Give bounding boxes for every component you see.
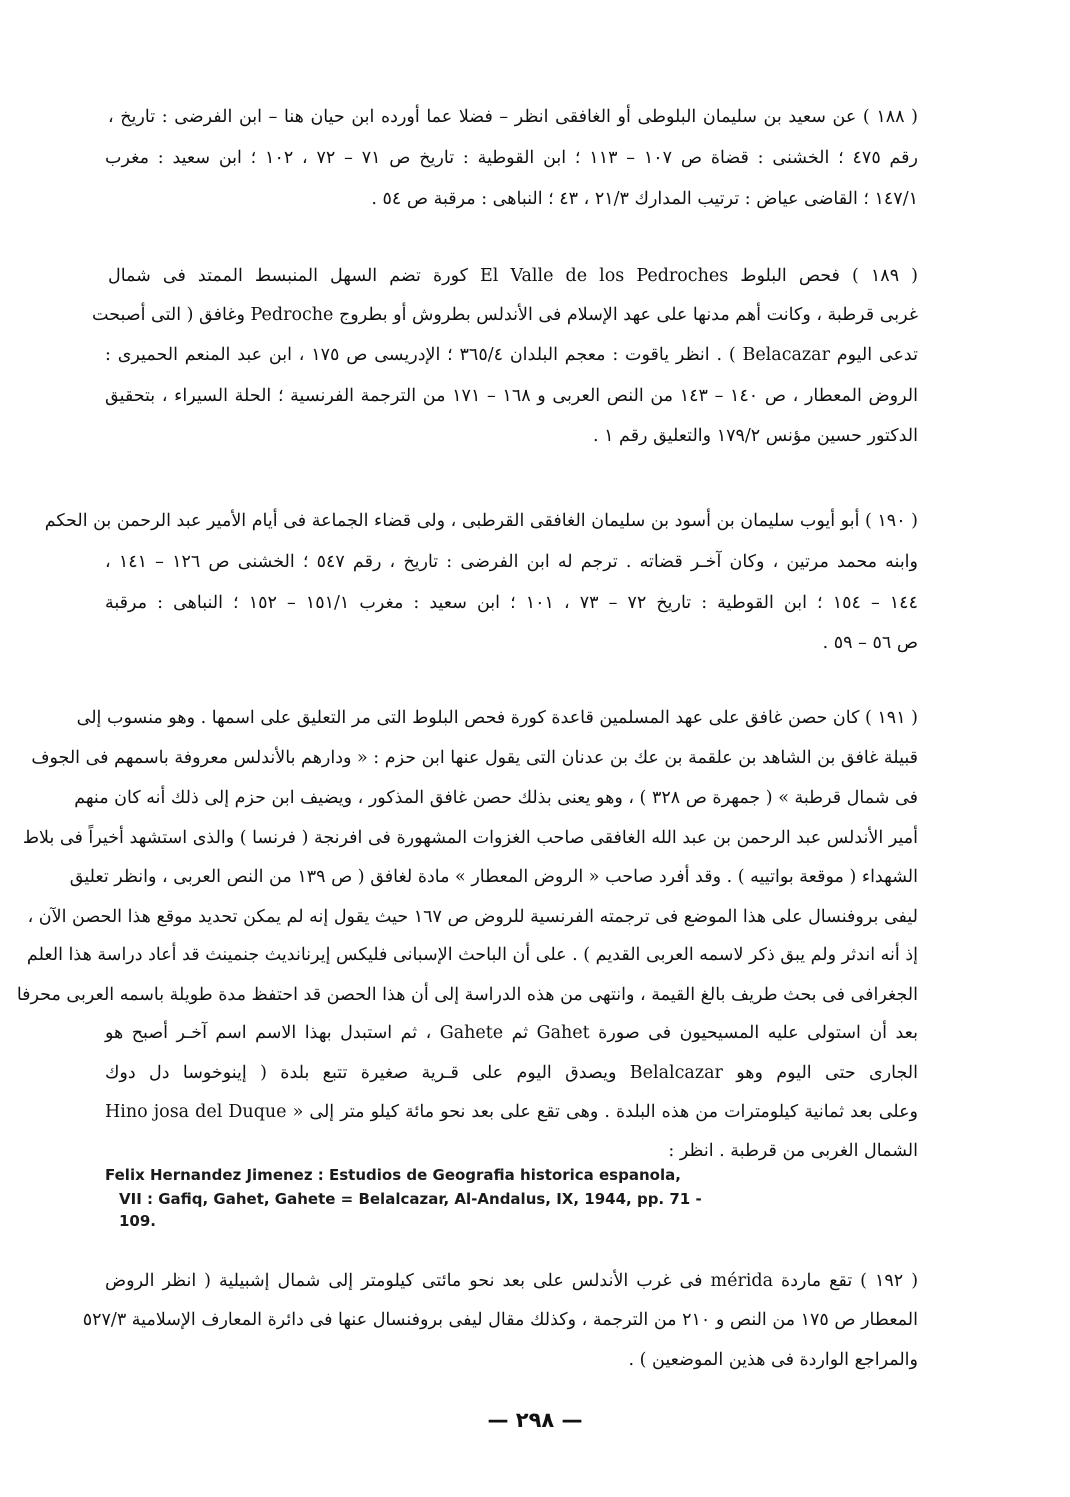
note-191-line-1: ( ١٩١ ) كان حصن غافق على عهد المسلمين قاعدة كورة فحص البلوط التى مر التعليق على اسمها . وهو منسوب إلى: [76, 708, 918, 728]
note-189-line-5: الدكتور حسين مؤنس ١٧٩/٢ والتعليق رقم ١ .: [592, 426, 918, 446]
note-188-line-3: ١٤٧/١ ؛ القاضى عياض : ترتيب المدارك ٢١/٣ ، ٤٣ ؛ النباهى : مرقبة ص ٥٤ .: [371, 189, 918, 209]
note-191-line-2: قبيلة غافق بن الشاهد بن علقمة بن عك بن عدنان التى يقول عنها ابن حزم : « ودارهم بالأندلس معروفة باسمهم فى الجوف: [31, 748, 918, 768]
note-188-line-2: رقم ٤٧٥ ؛ الخشنى : قضاة ص ١٠٧ – ١١٣ ؛ ابن القوطية : تاريخ ص ٧١ – ٧٢ ، ١٠٢ ؛ ابن سعيد : مغرب: [105, 148, 918, 168]
note-191-line-7: إذ أنه اندثر ولم يبق ذكر لاسمه العربى القديم ) . على أن الباحث الإسبانى فليكس إيرنانديث جنمينث قد أعاد دراسة هذا العلم: [26, 945, 918, 965]
note-191-line-8: الجغرافى فى بحث طريف بالغ القيمة ، وانتهى من هذه الدراسة إلى أن هذا الحصن قد احتفظ مدة طويلة باسمه العربى محرفا: [16, 985, 918, 1005]
note-191-line-5: الشهداء ( موقعة بواتييه ) . وقد أفرد صاحب « الروض المعطار » مادة لغافق ( ص ١٣٩ من النص العربى ، وانظر تعليق: [69, 867, 918, 887]
note-189-line-2: غربى قرطبة ، وكانت أهم مدنها على عهد الإسلام فى الأندلس بطروش أو بطروج Pedroche وغافق ( التى أصبحت: [92, 305, 918, 325]
note-188-line-1: ( ١٨٨ ) عن سعيد بن سليمان البلوطى أو الغافقى انظر – فضلا عما أورده ابن حيان هنا – ابن الفرضى : تاريخ ،: [108, 107, 919, 127]
note-191-line-4: أمير الأندلس عبد الرحمن بن عبد الله الغافقى صاحب الغزوات المشهورة فى افرنجة ( فرنسا ) والذى استشهد أخيراً فى بلاط: [22, 828, 918, 848]
note-192-line-1: ( ١٩٢ ) تقع ماردة mérida فى غرب الأندلس على بعد نحو مائتى كيلومتر إلى شمال إشبيلية ( انظر الروض: [105, 1271, 919, 1291]
note-189-line-1: ( ١٨٩ ) فحص البلوط El Valle de los Pedroches كورة تضم السهل المنبسط الممتد فى شمال: [108, 266, 918, 286]
note-192-line-2: المعطار ص ١٧٥ من النص و ٢١٠ من الترجمة ، وكذلك مقال ليفى بروفنسال عنها فى دائرة المعارف الإسلامية ٥٢٧/٣: [82, 1310, 918, 1330]
note-189-line-4: الروض المعطار ، ص ١٤٠ – ١٤٣ من النص العربى و ١٦٨ – ١٧١ من الترجمة الفرنسية ؛ الحلة السيراء ، بتحقيق: [105, 386, 918, 406]
note-189-line-3: تدعى اليوم Belacazar ) . انظر ياقوت : معجم البلدان ٣٦٥/٤ ؛ الإدريسى ص ١٧٥ ، ابن عبد المنعم الحميرى :: [105, 345, 918, 365]
reference-line-1: Felix Hernandez Jimenez : Estudios de Geografia historica espanola,: [105, 1166, 681, 1184]
note-190-line-1: ( ١٩٠ ) أبو أيوب سليمان بن أسود بن سليمان الغافقى القرطبى ، ولى قضاء الجماعة فى أيام الأمير عبد الرحمن بن الحكم: [44, 511, 918, 531]
page-number: — ٢٩٨ —: [487, 1408, 583, 1432]
note-191-line-11: Hino josa del Duque » وعلى بعد ثمانية كيلومترات من هذه البلدة . وهى تقع على بعد نحو مائة كيلو متر إلى: [105, 1102, 918, 1122]
note-190-line-3: ١٤٤ – ١٥٤ ؛ ابن القوطية : تاريخ ٧٢ – ٧٣ ، ١٠١ ؛ ابن سعيد : مغرب ١٥١/١ – ١٥٢ ؛ النباهى : مرقبة: [105, 593, 918, 613]
note-191-line-12: الشمال الغربى من قرطبة . انظر :: [668, 1141, 918, 1161]
reference-line-3: 109.: [119, 1212, 157, 1230]
note-190-line-4: ص ٥٦ – ٥٩ .: [822, 633, 918, 653]
note-190-line-2: وابنه محمد مرتين ، وكان آخـر قضاته . ترجم له ابن الفرضى : تاريخ ، رقم ٥٤٧ ؛ الخشنى ص ١٢٦ – ١٤١ ،: [105, 552, 918, 572]
reference-line-2: VII : Gafiq, Gahet, Gahete = Belalcazar, Al-Andalus, IX, 1944, pp. 71 -: [119, 1190, 702, 1208]
note-191-line-6: ليفى بروفنسال على هذا الموضع فى ترجمته الفرنسية للروض ص ١٦٧ حيث يقول إنه لم يمكن تحديد موقع هذا الحصن الآن ،: [27, 907, 918, 927]
note-191-line-9: بعد أن استولى عليه المسيحيون فى صورة Gahet ثم Gahete ، ثم استبدل بهذا الاسم اسم آخـر أصبح هو: [105, 1023, 918, 1043]
note-191-line-10: الجارى حتى اليوم وهو Belalcazar ويصدق اليوم على قـرية صغيرة تتبع بلدة ( إينوخوسا دل دوك: [105, 1063, 918, 1083]
note-192-line-3: والمراجع الواردة فى هذين الموضعين ) .: [628, 1350, 918, 1370]
note-191-line-3: فى شمال قرطبة » ( جمهرة ص ٣٢٨ ) ، وهو يعنى بذلك حصن غافق المذكور ، ويضيف ابن حزم إلى ذلك أنه كان منهم: [74, 788, 918, 808]
